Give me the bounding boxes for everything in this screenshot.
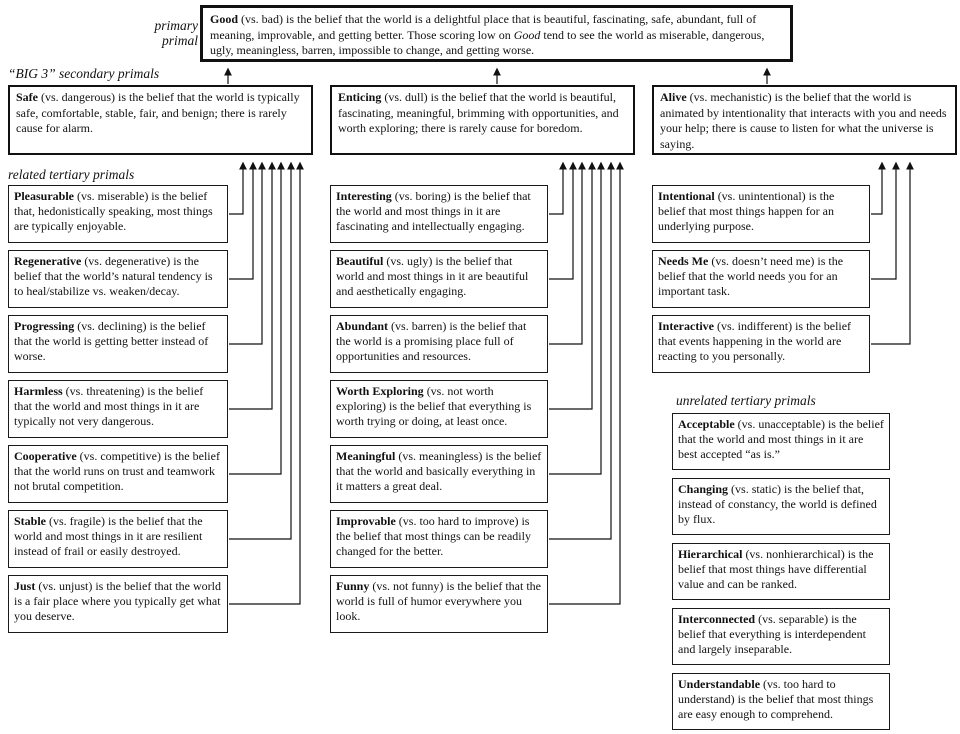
primal-definition: (vs. declining) is the belief that the world is getting better instead of worse. bbox=[14, 319, 209, 363]
tertiary-box-changing bbox=[672, 478, 890, 535]
primal-term: Safe bbox=[16, 90, 38, 104]
secondary-primal-box-safe bbox=[8, 85, 313, 155]
primal-definition: (vs. meaningless) is the belief that the world and basically everything in it matters a great deal. bbox=[336, 449, 542, 493]
primal-term: Changing bbox=[678, 482, 729, 496]
primal-term: Harmless bbox=[14, 384, 63, 398]
primal-term: Meaningful bbox=[336, 449, 396, 463]
primal-definition: (vs. separable) is the belief that everything is interdependent and largely inseparable. bbox=[678, 612, 866, 656]
label-secondary-primals: “BIG 3” secondary primals bbox=[8, 66, 160, 81]
tertiary-box-improvable bbox=[330, 510, 548, 568]
primal-definition: (vs. too hard to improve) is the belief that most things can be readily changed for the better. bbox=[336, 514, 531, 558]
primal-term: Just bbox=[14, 579, 36, 593]
primal-term: Needs Me bbox=[658, 254, 709, 268]
tertiary-box-hierarchical bbox=[672, 543, 890, 600]
primal-term: Improvable bbox=[336, 514, 396, 528]
primal-definition: (vs. competitive) is the belief that the world runs on trust and teamwork not brutal competition. bbox=[14, 449, 220, 493]
primal-definition: (vs. doesn’t need me) is the belief that the world needs you for an important task. bbox=[658, 254, 844, 298]
tertiary-box-just bbox=[8, 575, 228, 633]
primal-definition: (vs. boring) is the belief that the world and most things in it are fascinating and intellectually engaging. bbox=[336, 189, 531, 233]
tertiary-box-interesting bbox=[330, 185, 548, 243]
tertiary-box-harmless bbox=[8, 380, 228, 438]
secondary-primal-box-enticing bbox=[330, 85, 635, 155]
tertiary-box-meaningful bbox=[330, 445, 548, 503]
primal-term: Understandable bbox=[678, 677, 761, 691]
primal-term-emphasis: Good bbox=[513, 27, 541, 42]
primal-definition: (vs. not worth exploring) is the belief that everything is worth trying or doing, at least once. bbox=[336, 384, 532, 428]
primal-term: Interactive bbox=[658, 319, 714, 333]
primal-definition: (vs. unintentional) is the belief that most things happen for an underlying purpose. bbox=[658, 189, 835, 233]
tertiary-box-cooperative bbox=[8, 445, 228, 503]
primal-term: Cooperative bbox=[14, 449, 77, 463]
tertiary-box-intentional bbox=[652, 185, 870, 243]
tertiary-box-interconnected bbox=[672, 608, 890, 665]
tertiary-box-needs-me bbox=[652, 250, 870, 308]
primal-term: Acceptable bbox=[678, 417, 735, 431]
primal-definition: (vs. dangerous) is the belief that the world is typically safe, comfortable, stable, fair, and benign; there is rarely cause for alarm. bbox=[16, 90, 300, 135]
primal-term: Interesting bbox=[336, 189, 392, 203]
primal-term: Regenerative bbox=[14, 254, 82, 268]
primal-term: Stable bbox=[14, 514, 47, 528]
primal-definition: (vs. bad) is the belief that the world is a delightful place that is beautiful, fascinating, safe, abundant, full of meaning, improvable, and getting better. Those scoring low on bbox=[210, 12, 757, 42]
tertiary-box-stable bbox=[8, 510, 228, 568]
primal-term: Interconnected bbox=[678, 612, 756, 626]
primal-definition: (vs. nonhierarchical) is the belief that most things have differential value and can be ranked. bbox=[678, 547, 874, 591]
tertiary-box-beautiful bbox=[330, 250, 548, 308]
primal-definition: (vs. static) is the belief that, instead of constancy, the world is defined by flux. bbox=[678, 482, 877, 526]
tertiary-box-funny bbox=[330, 575, 548, 633]
tertiary-box-pleasurable bbox=[8, 185, 228, 243]
primal-definition: (vs. indifferent) is the belief that events happening in the world are reacting to you personally. bbox=[658, 319, 852, 363]
primal-definition: (vs. mechanistic) is the belief that the world is animated by intentionality that interacts with you and needs your help; there is cause to listen for what the universe is saying. bbox=[660, 90, 947, 151]
primal-definition: (vs. unacceptable) is the belief that the world and most things in it are best accepted “as is.” bbox=[678, 417, 884, 461]
label-unrelated-tertiary-primals: unrelated tertiary primals bbox=[676, 393, 816, 408]
tertiary-box-interactive bbox=[652, 315, 870, 373]
primal-definition: (vs. threatening) is the belief that the world and most things in it are typically not very dangerous. bbox=[14, 384, 204, 428]
primal-definition: (vs. ugly) is the belief that world and most things in it are beautiful and aesthetically engaging. bbox=[336, 254, 529, 298]
tertiary-box-acceptable bbox=[672, 413, 890, 470]
secondary-primal-box-alive bbox=[652, 85, 957, 155]
primal-definition: (vs. dull) is the belief that the world is beautiful, fascinating, meaningful, brimming with opportunities, and worth exploring; there is rarely cause for boredom. bbox=[338, 90, 619, 135]
tertiary-box-regenerative bbox=[8, 250, 228, 308]
primal-term: Intentional bbox=[658, 189, 715, 203]
primal-term: Alive bbox=[660, 90, 687, 104]
primal-definition: (vs. not funny) is the belief that the world is full of humor everywhere you look. bbox=[336, 579, 541, 623]
primal-term: Hierarchical bbox=[678, 547, 743, 561]
primal-term: Funny bbox=[336, 579, 370, 593]
primal-term: Worth Exploring bbox=[336, 384, 424, 398]
label-related-tertiary-primals: related tertiary primals bbox=[8, 167, 135, 182]
primal-definition: (vs. barren) is the belief that the world is a promising place full of opportunities and resources. bbox=[336, 319, 527, 363]
primal-definition: (vs. too hard to understand) is the belief that most things are easy enough to comprehend. bbox=[678, 677, 874, 721]
primal-term: Good bbox=[210, 12, 239, 26]
primal-definition: (vs. unjust) is the belief that the world is a fair place where you typically get what you deserve. bbox=[14, 579, 221, 623]
primary-primal-box-good bbox=[200, 5, 793, 62]
primal-term: Enticing bbox=[338, 90, 382, 104]
label-primary-primal: primary primal bbox=[154, 18, 198, 48]
tertiary-box-understandable bbox=[672, 673, 890, 730]
tertiary-box-worth-exploring bbox=[330, 380, 548, 438]
primal-definition: (vs. miserable) is the belief that, hedonistically speaking, most things are typically enjoyable. bbox=[14, 189, 213, 233]
primal-definition: (vs. degenerative) is the belief that the world’s natural tendency is to heal/stabilize vs. weaken/decay. bbox=[14, 254, 213, 298]
primal-term: Pleasurable bbox=[14, 189, 74, 203]
primal-term: Abundant bbox=[336, 319, 389, 333]
primal-definition: (vs. fragile) is the belief that the world and most things in it are resilient instead of frail or easily destroyed. bbox=[14, 514, 203, 558]
primal-term: Beautiful bbox=[336, 254, 384, 268]
primal-term: Progressing bbox=[14, 319, 75, 333]
tertiary-box-progressing bbox=[8, 315, 228, 373]
tertiary-box-abundant bbox=[330, 315, 548, 373]
primal-definition: tend to see the world as miserable, dangerous, ugly, meaningless, barren, impossible to change, and getting worse. bbox=[210, 27, 765, 57]
